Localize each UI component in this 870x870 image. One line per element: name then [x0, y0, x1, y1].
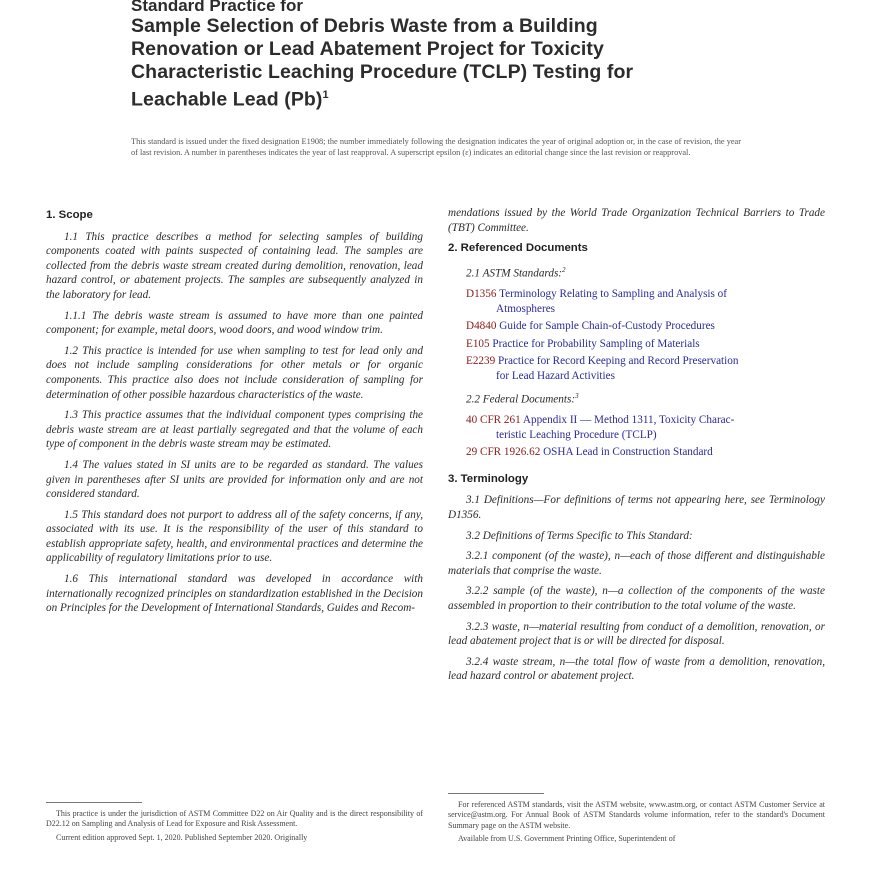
- footnote: This practice is under the jurisdiction of ASTM Committee D22 on Air Quality and is the direct responsibility of D22.12 on Sampling and Analysis of Lead for Exposure and Risk Assessment.: [46, 809, 423, 829]
- paragraph: 1.1.1 The debris waste stream is assumed to have more than one painted component; for example, metal doors, wood doors, and wood window trim.: [46, 309, 423, 337]
- footnote-rule: [448, 793, 544, 794]
- terminology-heading: 3. Terminology: [448, 472, 529, 485]
- footnote: Available from U.S. Government Printing Office, Superintendent of: [458, 834, 676, 844]
- reference-title-cont[interactable]: teristic Leaching Procedure (TCLP): [496, 428, 657, 441]
- right-column: [448, 206, 825, 690]
- reference-title[interactable]: Practice for Probability Sampling of Materials: [492, 337, 700, 350]
- reference-title-cont[interactable]: Atmospheres: [496, 302, 556, 315]
- paragraph: 1.5 This standard does not purport to address all of the safety concerns, if any, associated with its use. It is the responsibility of the user of this standard to establish appropriate safety, health, and environmental practices and determine the applicability of regulatory limitations prior to use.: [46, 508, 423, 565]
- reference-code[interactable]: 29 CFR 1926.62: [466, 446, 541, 459]
- reference-title-cont[interactable]: for Lead Hazard Activities: [496, 370, 615, 383]
- paragraph: 3.2 Definitions of Terms Specific to This Standard:: [466, 529, 693, 542]
- footnotes-right: [448, 793, 825, 848]
- paragraph: 3.2.2 sample (of the waste), n—a collection of the components of the waste assembled in proportion to their contribution to the total volume of the waste.: [448, 585, 825, 612]
- document-header: [131, 0, 771, 112]
- reference-title[interactable]: Appendix II — Method 1311, Toxicity Charac-: [522, 414, 735, 426]
- reference-item[interactable]: [466, 319, 825, 334]
- continued-paragraph: mendations issued by the World Trade Organization Technical Barriers to Trade (TBT) Committee.: [448, 207, 825, 234]
- standard-kind: Standard Practice for: [131, 0, 303, 15]
- footnote: For referenced ASTM standards, visit the ASTM website, www.astm.org, or contact ASTM Customer Service at service@astm.org. For Annual Book of ASTM Standards volume information, refer to the standard's Document Summary page on the ASTM website.: [448, 800, 825, 830]
- reference-item[interactable]: [466, 413, 825, 442]
- reference-item[interactable]: [466, 287, 825, 316]
- footnotes-left: [46, 802, 423, 846]
- left-column: [46, 206, 423, 622]
- paragraph: 3.2.1 component (of the waste), n—each of those different and distinguishable materials that comprise the waste.: [448, 550, 825, 577]
- footnote-rule: [46, 802, 142, 803]
- reference-item[interactable]: [466, 445, 825, 460]
- federal-documents-label: 2.2 Federal Documents:$^3$: [466, 391, 579, 406]
- reference-title[interactable]: Terminology Relating to Sampling and Analysis of: [499, 288, 727, 301]
- paragraph: 1.1 This practice describes a method for selecting samples of building components coated with paints suspected of containing lead. The samples are collected from the debris waste stream created during demolition, renovation, lead hazard control, or abatement projects. The samples are subsequently analyzed in the laboratory for lead.: [46, 230, 423, 301]
- paragraph: 1.3 This practice assumes that the individual component types comprising the debris waste stream are at least partially segregated and that the volume of each type of component in the debris waste stream may be estimated.: [46, 409, 423, 451]
- paragraph: 1.2 This practice is intended for use when sampling to test for lead only and does not include sampling considerations for other metals or for organic components. This practice also does not include consideration of sampling for determination of other possible hazardous characteristics of the waste.: [46, 344, 423, 401]
- reference-title[interactable]: Guide for Sample Chain-of-Custody Procedures: [499, 320, 715, 333]
- reference-code[interactable]: D1356: [466, 288, 497, 301]
- paragraph: 1.4 The values stated in SI units are to be regarded as standard. The values given in parentheses after SI units are provided for information only and are not considered standard.: [46, 458, 423, 501]
- reference-code[interactable]: 40 CFR 261: [466, 414, 521, 426]
- document-title: [131, 15, 771, 112]
- reference-code[interactable]: D4840: [466, 320, 497, 333]
- title-footnote-mark: 1: [322, 89, 329, 101]
- title-line: Sample Selection of Debris Waste from a Building: [131, 15, 598, 37]
- paragraph: 3.2.4 waste stream, n—the total flow of waste from a demolition, renovation, lead hazard control or abatement project.: [448, 655, 825, 683]
- title-line: Renovation or Lead Abatement Project for Toxicity: [131, 38, 604, 60]
- reference-item[interactable]: [466, 354, 825, 383]
- footnote: Current edition approved Sept. 1, 2020. Published September 2020. Originally: [56, 832, 308, 842]
- paragraph: 1.6 This international standard was developed in accordance with internationally recognized principles on standardization established in the Decision on Principles for the Development of International Standards, Guides and Recom-: [46, 573, 423, 615]
- reference-title[interactable]: Practice for Record Keeping and Record Preservation: [498, 355, 739, 368]
- paragraph: 3.1 Definitions—For definitions of terms not appearing here, see Terminology D1356.: [448, 494, 825, 521]
- title-line: Characteristic Leaching Procedure (TCLP) Testing for: [131, 61, 634, 83]
- reference-item[interactable]: [466, 337, 825, 352]
- title-line: Leachable Lead $(Pb)^1$: [131, 88, 329, 111]
- designation-note: This standard is issued under the fixed designation E1908; the number immediately following the designation indicates the year of original adoption or, in the case of revision, the year of last revision. A number in parentheses indicates the year of last reapproval. A superscript epsilon (ε) indicates an editorial change since the last revision or reapproval.: [131, 137, 741, 157]
- referenced-documents-heading: 2. Referenced Documents: [448, 242, 588, 255]
- scope-heading: 1. Scope: [46, 209, 93, 221]
- reference-code[interactable]: E2239: [466, 355, 496, 368]
- astm-standards-label: 2.1 ASTM Standards:$^2$: [466, 265, 566, 280]
- paragraph: 3.2.3 waste, n—material resulting from conduct of a demolition, renovation, or lead abatement project that is or will be directed for disposal.: [448, 620, 825, 648]
- reference-code[interactable]: E105: [466, 337, 490, 350]
- reference-title[interactable]: OSHA Lead in Construction Standard: [543, 446, 713, 459]
